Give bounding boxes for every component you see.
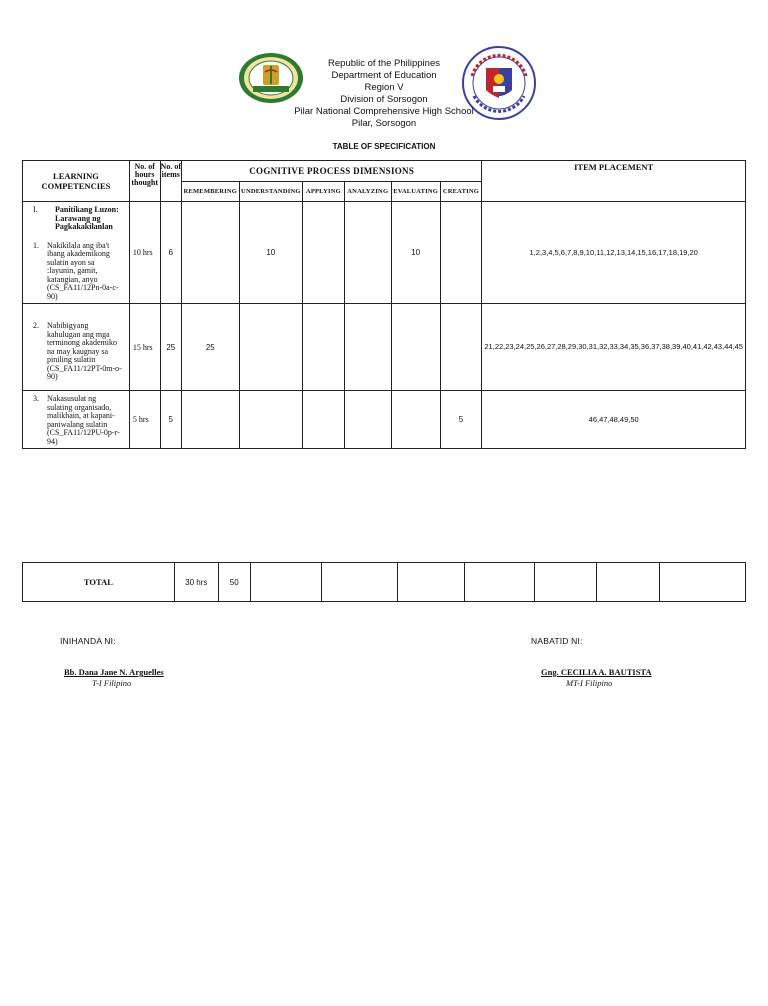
competency-text: Nakikilala ang iba't ibang akademikong sulatin ayon sa :layunin, gamit, katangian, anyo (CS_FA11/12Pn-0a-c-90) [47,240,119,301]
evaluating-cell [391,391,440,449]
total-analyzing [465,563,535,602]
understanding-cell [239,304,303,391]
total-applying [398,563,465,602]
total-creating [597,563,660,602]
hours-cell: 10 hrs [129,202,160,304]
remembering-cell [182,202,240,304]
header-department: Department of Education [331,70,437,81]
items-cell: 6 [160,202,182,304]
total-placement [660,563,746,602]
table-row [23,304,746,391]
items-cell: 5 [160,391,182,449]
header-republic: Republic of the Philippines [328,58,440,69]
analyzing-cell [344,304,391,391]
header-creating: CREATING [440,182,482,202]
applying-cell [303,391,345,449]
item-placement-cell: 21,22,23,24,25,26,27,28,29,30,31,32,33,34,35,36,37,38,39,40,41,42,43,44,45 [482,304,746,391]
total-label: TOTAL [23,563,175,602]
header-analyzing: ANALYZING [344,182,391,202]
total-evaluating [535,563,597,602]
header-division: Division of Sorsogon [340,94,428,105]
table-row [23,391,746,449]
competency-cell [23,202,130,304]
competency-number: 3. [33,394,39,403]
total-hours: 30 hrs [174,563,218,602]
header-learning-competencies: LEARNING COMPETENCIES [23,161,130,202]
header-hours: No. of hours thought [129,161,160,202]
total-table [22,562,746,602]
section-title: Panitikang Luzon: Larawang ng Pagkakakilanlan [55,205,119,231]
creating-cell [440,202,482,304]
creating-cell [440,304,482,391]
hours-cell: 5 hrs [129,391,160,449]
prepared-by-label: INIHANDA NI: [60,636,116,646]
remembering-cell [182,391,240,449]
items-cell: 25 [160,304,182,391]
noted-by-label: NABATID NI: [531,636,583,646]
header-school: Pilar National Comprehensive High School [294,106,474,117]
creating-cell: 5 [440,391,482,449]
competency-text: Nabibigyang kahulugan ang mga terminong akademiko na may kaugnay sa piniling sulatin (CS_FA11/12PT-0m-o-90) [47,321,122,381]
header-region: Region V [364,82,404,93]
specification-table [22,160,746,449]
evaluating-cell [391,304,440,391]
header-applying: APPLYING [303,182,345,202]
noted-by-position: MT-I Filipino [566,678,613,688]
header-cognitive-process: COGNITIVE PROCESS DIMENSIONS [182,161,482,182]
competency-number: 1. [33,240,39,250]
total-understanding [321,563,398,602]
header-evaluating: EVALUATING [391,182,440,202]
total-remembering [250,563,321,602]
header-remembering: REMEMBERING [182,182,240,202]
prepared-by-name: Bb. Dana Jane N. Arguelles [64,667,164,677]
competency-cell [23,391,130,449]
header-item-placement: ITEM PLACEMENT [482,161,746,202]
header-items: No. of items [160,161,182,202]
header-location: Pilar, Sorsogon [351,118,417,129]
total-row [23,563,746,602]
table-row [23,202,746,304]
document-header [0,0,768,150]
remembering-cell: 25 [182,304,240,391]
item-placement-cell: 1,2,3,4,5,6,7,8,9,10,11,12,13,14,15,16,17,18,19,20 [482,202,746,304]
competency-cell [23,304,130,391]
noted-by-name: Gng. CECILIA A. BAUTISTA [541,667,652,677]
prepared-by-position: T-I Filipino [92,678,132,688]
total-items: 50 [218,563,250,602]
applying-cell [303,202,345,304]
analyzing-cell [344,391,391,449]
competency-text: Nakasusulat ng sulating organisado, malikhain, at kapani-paniwalang sulatin (CS_FA11/12PU-0p-r-94) [47,394,120,446]
understanding-cell [239,391,303,449]
hours-cell: 15 hrs [129,304,160,391]
header-understanding: UNDERSTANDING [239,182,303,202]
evaluating-cell: 10 [391,202,440,304]
section-number: I. [33,205,38,214]
item-placement-cell: 46,47,48,49,50 [482,391,746,449]
understanding-cell: 10 [239,202,303,304]
applying-cell [303,304,345,391]
page-title: TABLE OF SPECIFICATION [332,142,436,151]
competency-number: 2. [33,321,39,330]
analyzing-cell [344,202,391,304]
